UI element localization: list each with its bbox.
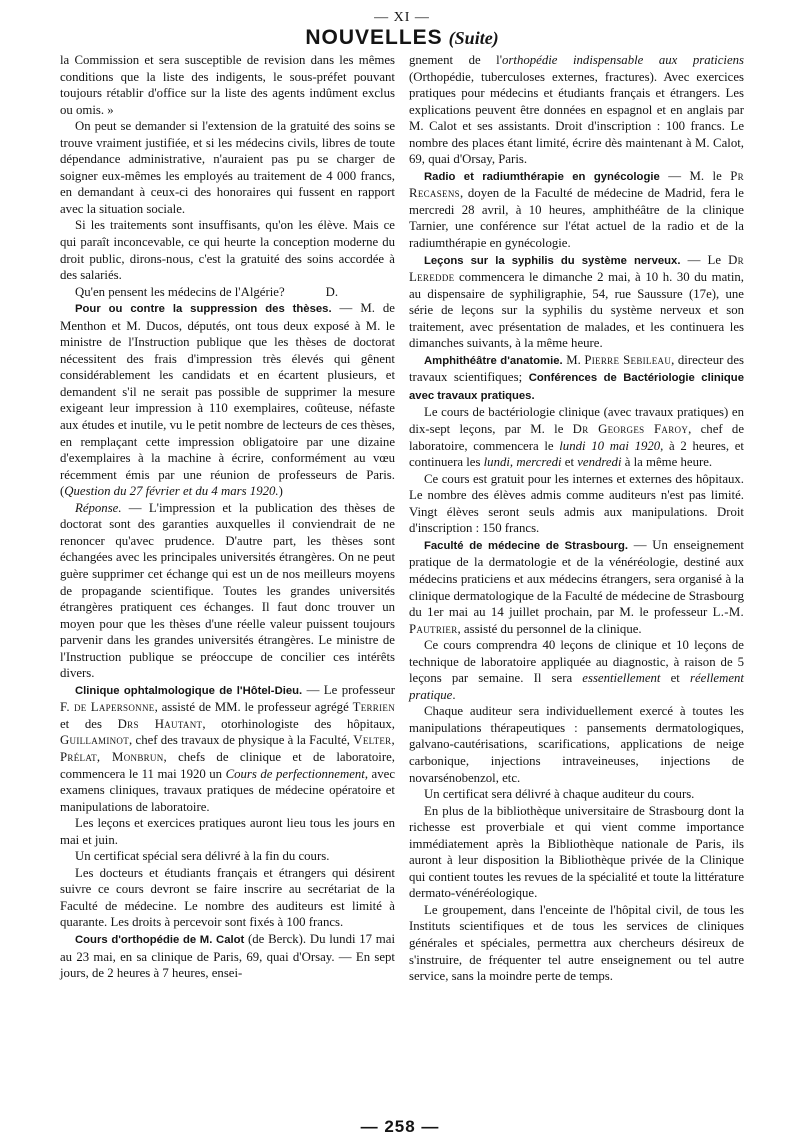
- cours40-essentiellement: essentiellement: [582, 671, 661, 686]
- syph-text-b: commencera le dimanche 2 mai, à 10 h. 30 du matin, au dispensaire de syphiligraphie, 54, rue Saussure (17e), une série de leçons sur la syphilis du système nerveux et son traitement, avec présentation de malades, et les continuera les dimanches suivants, à la même heure.: [409, 270, 744, 351]
- article-radio: [409, 168, 744, 252]
- name-leredde: Dr Leredde: [409, 252, 744, 285]
- amphi-text-a: M.: [562, 352, 585, 367]
- name-velter-prelat-monbrun: Velter, Prélat, Monbrun: [60, 733, 395, 764]
- two-column-body: [60, 52, 744, 985]
- theses-question: Question du 27 février et du 4 mars 1920.: [64, 484, 279, 499]
- clinique-text-d: , otorhinologiste des hôpitaux,: [202, 716, 395, 731]
- stras-text-b: , assisté du personnel de la clinique.: [457, 621, 642, 636]
- reponse-text: — L'impression et la publication des thèses de doctorat sont des garanties auxquelles il conviendrait de ne renoncer qu'avec prudence. D'autre part, les thèses sont échangées avec les principales universités étrangères. On ne peut guère supprimer cet échange qui est un de nos meilleurs moyens de propagande scientifique. Toutes les grandes universités étrangères pratiquent ces échanges. Il faut donc trouver un moyen pour que les thèses d'une réelle valeur puissent toujours parvenir dans les grandes universités étrangères. Le ministre de l'Instruction publique se préoccupe de concilier ces intérêts divers.: [60, 500, 395, 681]
- article-clinique-ophtalmo: [60, 682, 395, 815]
- ortho-cont-italic: orthopédie indispensable aux praticiens: [502, 53, 745, 67]
- name-recasens: Pr Recasens: [409, 168, 744, 201]
- bact-days: lundi, mercredi: [483, 455, 562, 470]
- paragraph-traitements: Si les traitements sont insuffisants, qu'on les élève. Mais ce qui paraît inconcevable, ce qui heurte la conception moderne du droit public, dirons-nous, c'est la gratuité des soins accordée à des salariés.: [60, 218, 395, 283]
- article-reponse: [60, 500, 395, 682]
- paragraph-gratuit: Ce cours est gratuit pour les internes et externes des hôpitaux. Le nombre des élèves admis comme auditeurs n'est pas limité. Vingt élèves seront seuls admis aux manipulations. Droit d'inscription : 150 francs.: [409, 471, 744, 536]
- heading-title: NOUVELLES: [305, 26, 443, 49]
- syphilis-title: Leçons sur la syphilis du système nerveux.: [424, 254, 681, 267]
- cours40-reellement: réellement pratique: [409, 671, 744, 702]
- ortho-cont-b: (Orthopédie, tuberculoses externes, fractures). Avec exercices pratiques pour médecins et étudiants français et étrangers. Les explications peuvent être données en espagnol et en anglais par M. Calot et ses assistants. Droit d'inscription : 100 francs. Le nombre des places étant limité, écrire dès maintenant à M. Calot, 69, quai d'Orsay, Paris.: [409, 69, 744, 167]
- paragraph-commission: la Commission et sera susceptible de revision dans les mêmes conditions que la liste des indigents, le sous-préfet pouvant toujours rétablir d'office sur la liste des agents indûment exclus ou omis. »: [60, 53, 395, 117]
- name-pautrier: L.-M. Pautrier: [409, 605, 744, 636]
- paragraph-certificat-2: Un certificat sera délivré à chaque auditeur du cours.: [424, 787, 695, 802]
- clinique-text-g: , avec examens cliniques, travaux pratiques de médecine opératoire et manipulations de laboratoire.: [60, 766, 395, 814]
- article-orthopedie: [60, 931, 395, 982]
- name-guillaminot: Guillaminot: [60, 733, 130, 748]
- paragraph-cours-40: [409, 637, 744, 703]
- page-number: — 258 —: [360, 1117, 440, 1136]
- bact-text-a: Le cours de bactériologie clinique (avec travaux pratiques) en dix-sept leçons, par M. le: [409, 405, 744, 437]
- article-amphitheatre: [409, 352, 744, 405]
- clinique-title: Clinique ophtalmologique de l'Hôtel-Dieu.: [75, 684, 303, 697]
- bact-text-c: , à 2 heures, et continuera les: [409, 438, 744, 470]
- clinique-cours-perfectionnement: Cours de perfectionnement: [225, 766, 365, 781]
- orthopedie-text: (de Berck). Du lundi 17 mai au 23 mai, en sa clinique de Paris, 69, quai d'Orsay. — En sept jours, de 2 heures à 7 heures, ensei-: [60, 931, 395, 981]
- name-hautant: Drs Hautant: [117, 716, 203, 731]
- bact-vendredi: vendredi: [577, 455, 622, 470]
- bact-text-e: à la même heure.: [621, 455, 713, 470]
- heading-suite: (Suite): [448, 28, 499, 48]
- orthopedie-title: Cours d'orthopédie de M. Calot: [75, 933, 245, 946]
- ortho-cont-a: gnement de l': [409, 53, 503, 67]
- theses-text: — M. de Menthon et M. Ducos, députés, ont tous deux exposé à M. le ministre de l'Instruction publique que les thèses de doctorat nécessitent des frais d'impression très élevés qui gênent considérablement les candidats et en écartent plusieurs, et demandent s'il ne serait pas possible de supprimer la mesure exigeant leur impression à 110 exemplaires, coûteuse, néfaste aux études et inutile, vu le petit nombre de lecteurs de ces thèses, en remplaçant cette impression obligatoire par une dizaine d'exemplaires à la machine à écrire, conformément au vœu récemment émis par une réunion de professeurs de Paris. (: [60, 301, 395, 499]
- cours40-text-a: Ce cours comprendra 40 leçons de clinique et 10 leçons de technique de laboratoire appliquée au diagnostic, à raison de 5 leçons par semaine. Il sera: [409, 638, 744, 686]
- cours40-text-c: .: [452, 687, 456, 702]
- clinique-text-a: — Le professeur: [302, 682, 395, 697]
- bact-text-d: et: [561, 455, 578, 470]
- left-column: [60, 52, 395, 985]
- syph-text-a: — Le: [680, 252, 729, 267]
- stras-text-a: — Un enseignement pratique de la dermatologie et de la vénéréologie, destiné aux médecins praticiens et aux médecins étrangers, sera organisé à la clinique dermatologique de la Faculté de médecine de Strasbourg du 1er mai au 14 juillet prochain, par M. le professeur: [409, 537, 744, 620]
- paragraph-groupement: Le groupement, dans l'enceinte de l'hôpital civil, de tous les Instituts scientifiques et de tous les services de cliniques générales et spéciales, permettra aux chercheurs désireux de s'instruire, de fréquenter tel autre enseignement ou tel autre service, sans la moindre perte de temps.: [409, 902, 744, 984]
- strasbourg-title: Faculté de médecine de Strasbourg.: [424, 539, 629, 552]
- clinique-text-b: , assisté de MM. le professeur agrégé: [154, 700, 353, 715]
- bact-date: lundi 10 mai 1920: [559, 438, 661, 453]
- clinique-text-e: , chef des travaux de physique à la Faculté,: [129, 733, 354, 748]
- right-column: [409, 52, 744, 985]
- name-terrien: Terrien: [352, 700, 396, 715]
- bact-text-b: , chef de laboratoire, commencera le: [409, 422, 744, 453]
- article-theses: [60, 300, 395, 500]
- paragraph-bacteriologie: [409, 404, 744, 470]
- section-heading: [60, 26, 744, 52]
- paragraph-gratuite: On peut se demander si l'extension de la gratuité des soins se trouve vraiment justifiée, et si les médecins civils, libres de toute dépendance administrative, n'auraient pas pu se charger de soigner eux-mêmes les employés au traitement de 4 000 francs, en demandant à ceux-ci des honoraires qui fussent en rapport avec la situation sociale.: [60, 119, 395, 216]
- name-lapersonne: F. de Lapersonne: [60, 700, 155, 715]
- name-sebileau: Pierre Sebileau: [584, 352, 672, 367]
- paragraph-certificat: Un certificat spécial sera délivré à la fin du cours.: [75, 849, 330, 864]
- roman-folio: — XI —: [374, 10, 430, 25]
- amphi-text-b: , directeur des travaux scientifiques;: [409, 352, 744, 385]
- theses-title: Pour ou contre la suppression des thèses.: [75, 303, 332, 316]
- algerie-question: Qu'en pensent les médecins de l'Algérie?: [75, 284, 285, 299]
- reponse-label: Réponse.: [75, 500, 122, 515]
- radio-text-a: — M. le: [659, 168, 731, 183]
- paragraph-lecons: Les leçons et exercices pratiques auront lieu tous les jours en mai et juin.: [60, 816, 395, 847]
- bacteriologie-title: Conférences de Bactériologie clinique avec travaux pratiques.: [409, 372, 744, 402]
- paragraph-docteurs: Les docteurs et étudiants français et étrangers qui désirent suivre ce cours devront se faire inscrire au secrétariat de la Faculté de médecine. Le nombre des auditeurs est limité à quarante. Les droits à percevoir sont fixés à 100 francs.: [60, 865, 395, 930]
- theses-close: ): [278, 484, 283, 499]
- amphi-title: Amphithéâtre d'anatomie.: [424, 354, 563, 367]
- radio-title: Radio et radiumthérapie en gynécologie: [424, 170, 660, 183]
- radio-text-b: , doyen de la Faculté de médecine de Madrid, fera le mercredi 28 avril, à 10 heures, amphithéâtre de la clinique Tarnier, une conférence sur l'état actuel de la radio et de la radiumthérapie en gynécologie.: [409, 186, 744, 251]
- paragraph-auditeur: Chaque auditeur sera individuellement exercé à toutes les manipulations thérapeutiques : pansements dermatologiques, galvano-cautérisations, scarifications, applications de neige carbonique, injections intraveineuses, injections de novarsénobenzol, etc.: [409, 704, 744, 785]
- clinique-text-c: et des: [60, 716, 118, 731]
- clinique-text-f: , chefs de clinique et de laboratoire, commencera le 11 mai 1920 un: [60, 749, 395, 781]
- signature-initial: D.: [325, 284, 339, 299]
- article-syphilis: [409, 252, 744, 352]
- paragraph-algerie: [60, 284, 395, 301]
- paragraph-bibliotheque: En plus de la bibliothèque universitaire de Strasbourg dont la richesse est proverbiale et qui vient comme importance immédiatement après la Bibliothèque nationale de Paris, ils auront à leur disposition la Bibliothèque privée de la Clinique qui contient toutes les revues de la spécialité et toute la littérature dermato-vénéréologique.: [409, 803, 744, 901]
- name-faroy: Dr Georges Faroy: [572, 422, 689, 437]
- cours40-text-b: et: [660, 671, 690, 686]
- article-strasbourg: [409, 537, 744, 637]
- orthopedie-continued: [409, 52, 744, 168]
